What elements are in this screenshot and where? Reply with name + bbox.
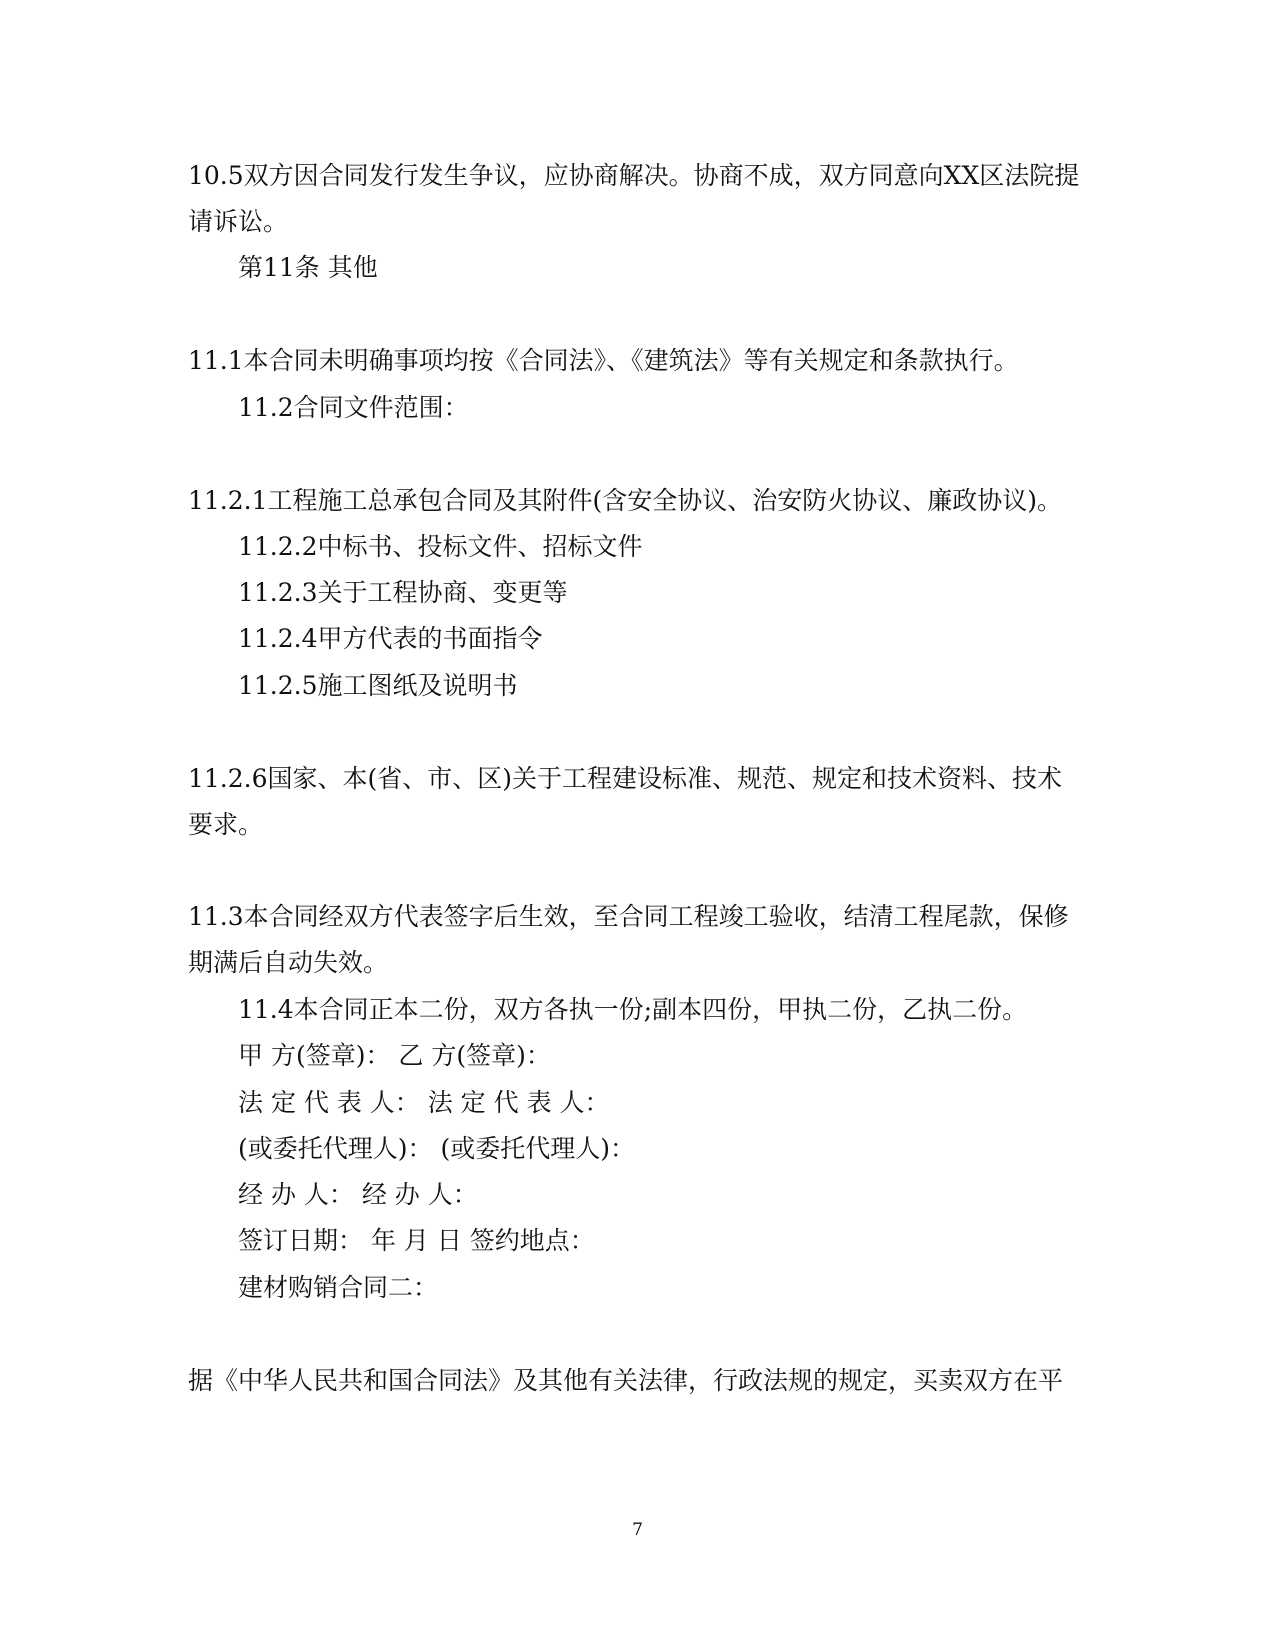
clause-11-3-line-2: 期满后自动失效。 xyxy=(188,948,389,977)
clause-11-1: 11.1本合同未明确事项均按《合同法》、《建筑法》等有关规定和条款执行。 xyxy=(188,346,1019,375)
clause-11-4: 11.4本合同正本二份，双方各执一份;副本四份，甲执二份，乙执二份。 xyxy=(238,995,1028,1024)
clause-11-2-3: 11.2.3关于工程协商、变更等 xyxy=(238,578,568,607)
signature-handler: 经 办 人： 经 办 人： xyxy=(238,1180,478,1209)
clause-11-2-1: 11.2.1工程施工总承包合同及其附件(含安全协议、治安防火协议、廉政协议)。 xyxy=(188,486,1063,515)
page-number: 7 xyxy=(632,1520,643,1540)
clause-11-2-4: 11.2.4甲方代表的书面指令 xyxy=(238,624,543,653)
clause-11-2-6-line-2: 要求。 xyxy=(188,810,264,839)
signature-agent: (或委托代理人)： (或委托代理人)： xyxy=(238,1134,635,1163)
contract-2-title: 建材购销合同二： xyxy=(238,1273,439,1302)
clause-11-2-5: 11.2.5施工图纸及说明书 xyxy=(238,671,518,700)
clause-11-2-2: 11.2.2中标书、投标文件、招标文件 xyxy=(238,532,643,561)
clause-10-5-line-2: 请诉讼。 xyxy=(188,207,289,236)
signature-parties: 甲 方(签章)： 乙 方(签章)： xyxy=(238,1041,551,1070)
signature-date-place: 签订日期： 年 月 日 签约地点： xyxy=(238,1226,595,1255)
clause-11-2: 11.2合同文件范围： xyxy=(238,393,469,422)
contract-2-intro: 据《中华人民共和国合同法》及其他有关法律，行政法规的规定，买卖双方在平 xyxy=(188,1366,1064,1395)
clause-11-3-line-1: 11.3本合同经双方代表签字后生效，至合同工程竣工验收，结清工程尾款，保修 xyxy=(188,902,1069,931)
clause-10-5-line-1: 10.5双方因合同发行发生争议，应协商解决。协商不成，双方同意向XX区法院提 xyxy=(188,161,1080,190)
clause-11-2-6-line-1: 11.2.6国家、本(省、市、区)关于工程建设标准、规范、规定和技术资料、技术 xyxy=(188,764,1063,793)
signature-legal-representative: 法 定 代 表 人： 法 定 代 表 人： xyxy=(238,1088,610,1117)
article-11-heading: 第11条 其他 xyxy=(238,253,378,282)
